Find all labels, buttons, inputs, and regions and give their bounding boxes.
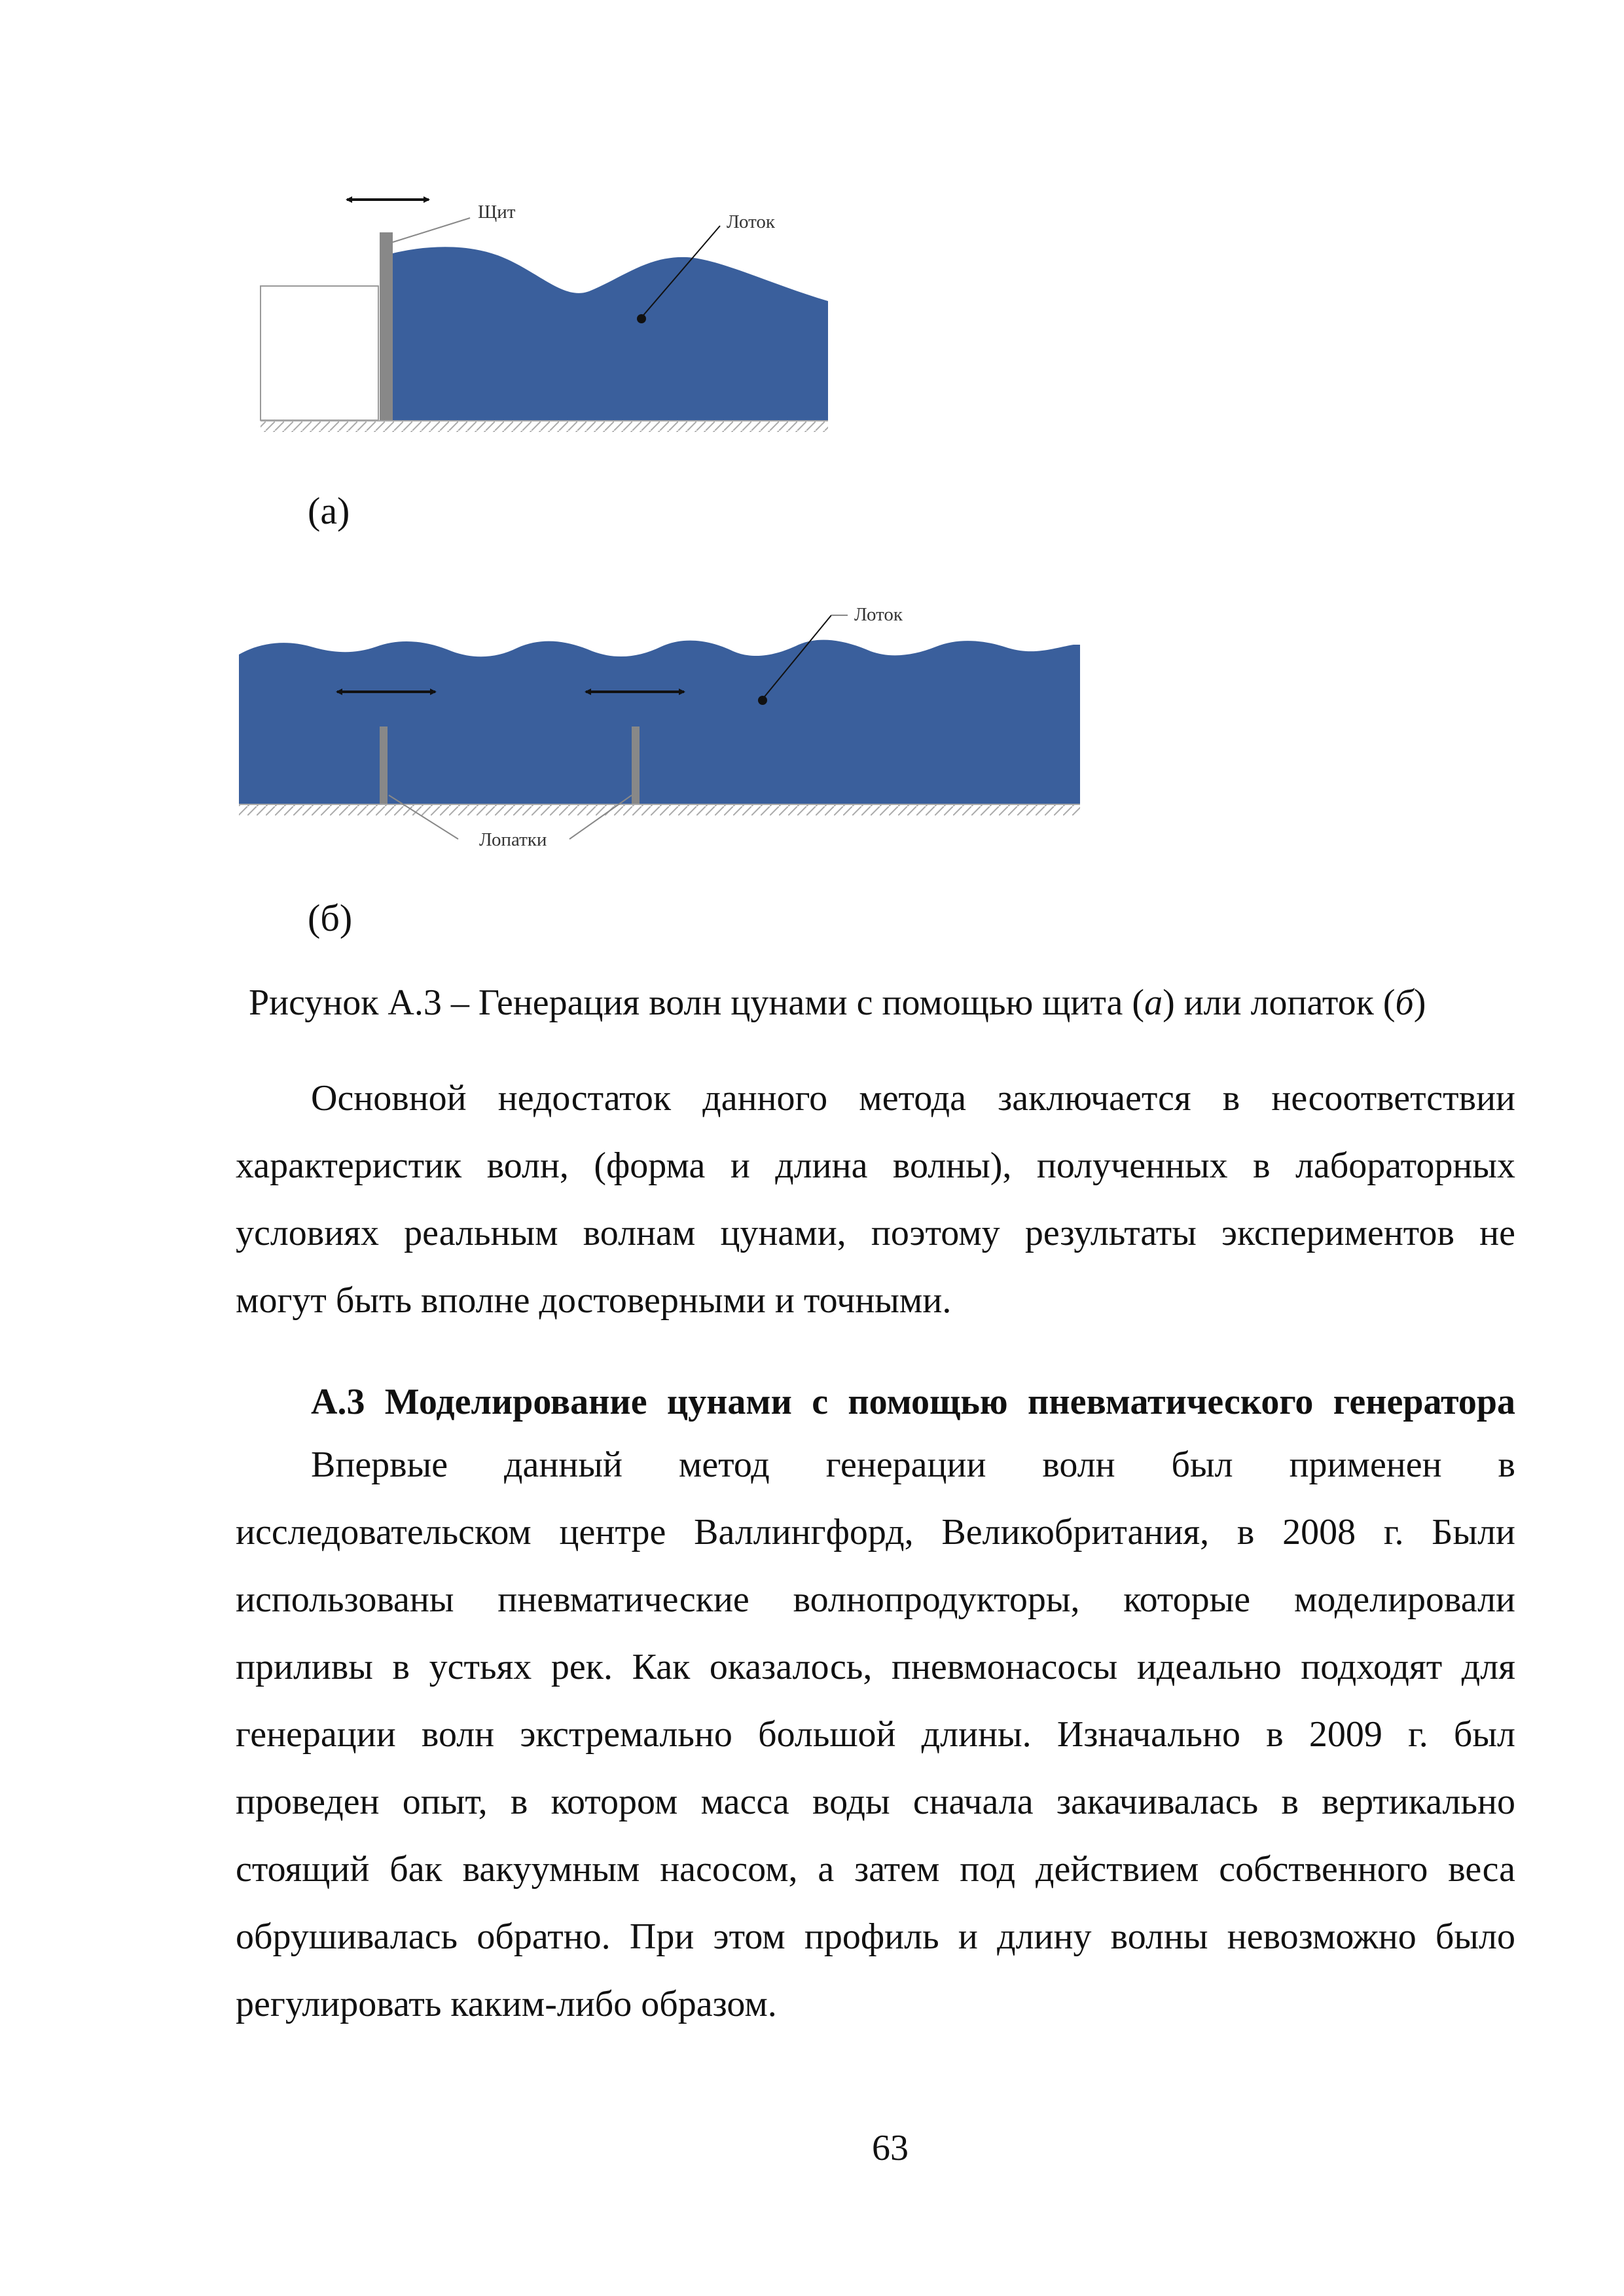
figure-b-sublabel: (б) xyxy=(308,897,353,939)
tray-point-a xyxy=(637,314,646,323)
paragraph-line: регулировать каким-либо образом. xyxy=(236,1984,777,2024)
wave-generation-figure xyxy=(0,0,1624,916)
paragraph-line: использованы пневматические волнопродукторы, которые моделировали xyxy=(236,1579,1515,1620)
caption-suffix: ) xyxy=(1413,982,1426,1023)
caption-b: б xyxy=(1395,982,1414,1023)
water-body-b xyxy=(239,640,1080,804)
paragraph-line: характеристик волн, (форма и длина волны), полученных в лабораторных xyxy=(236,1145,1515,1186)
paragraph-line: приливы в устьях рек. Как оказалось, пневмонасосы идеально подходят для xyxy=(236,1647,1515,1687)
tray-label-b: Лоток xyxy=(854,604,903,625)
ground-hatch-b xyxy=(239,805,1080,816)
paragraph-line: стоящий бак вакуумным насосом, а затем под действием собственного веса xyxy=(236,1849,1515,1890)
shield-leader xyxy=(393,218,470,242)
paragraph-line: Впервые данный метод генерации волн был применен в xyxy=(311,1444,1515,1485)
figure-a-diagram xyxy=(261,200,828,432)
shield-label: Щит xyxy=(478,202,516,223)
figure-caption xyxy=(249,982,1426,1024)
shield-rod xyxy=(380,232,393,420)
caption-middle: ) или лопаток ( xyxy=(1163,982,1396,1023)
paragraph-line: могут быть вполне достоверными и точными. xyxy=(236,1280,952,1321)
water-body-a xyxy=(393,247,828,420)
paragraph-line: условиях реальным волнам цунами, поэтому результаты экспериментов не xyxy=(236,1213,1515,1253)
paddle-2 xyxy=(632,726,640,804)
paddle-1 xyxy=(380,726,388,804)
paragraph-line: Основной недостаток данного метода заключается в несоответствии xyxy=(311,1078,1515,1119)
figure-b-diagram xyxy=(239,604,1080,850)
paragraph-line: проведен опыт, в котором масса воды сначала закачивалась в вертикально xyxy=(236,1782,1515,1822)
page-number: 63 xyxy=(872,2128,909,2168)
tank-box xyxy=(261,286,378,420)
tray-label-a: Лоток xyxy=(727,211,775,232)
paddles-label: Лопатки xyxy=(479,829,547,850)
paragraph-line: исследовательском центре Валлингфорд, Великобритания, в 2008 г. Были xyxy=(236,1512,1515,1552)
figure-a-sublabel: (а) xyxy=(308,490,350,532)
caption-prefix: Рисунок А.3 – Генерация волн цунами с помощью щита ( xyxy=(249,982,1145,1023)
ground-hatch-a xyxy=(261,422,828,432)
paragraph-line: обрушивалась обратно. При этом профиль и длину волны невозможно было xyxy=(236,1916,1515,1957)
tray-point-b xyxy=(758,696,767,705)
caption-a: а xyxy=(1144,982,1163,1023)
section-heading: А.3 Моделирование цунами с помощью пневматического генератора xyxy=(311,1382,1515,1422)
paragraph-line: генерации волн экстремально большой длины. Изначально в 2009 г. был xyxy=(236,1714,1515,1755)
